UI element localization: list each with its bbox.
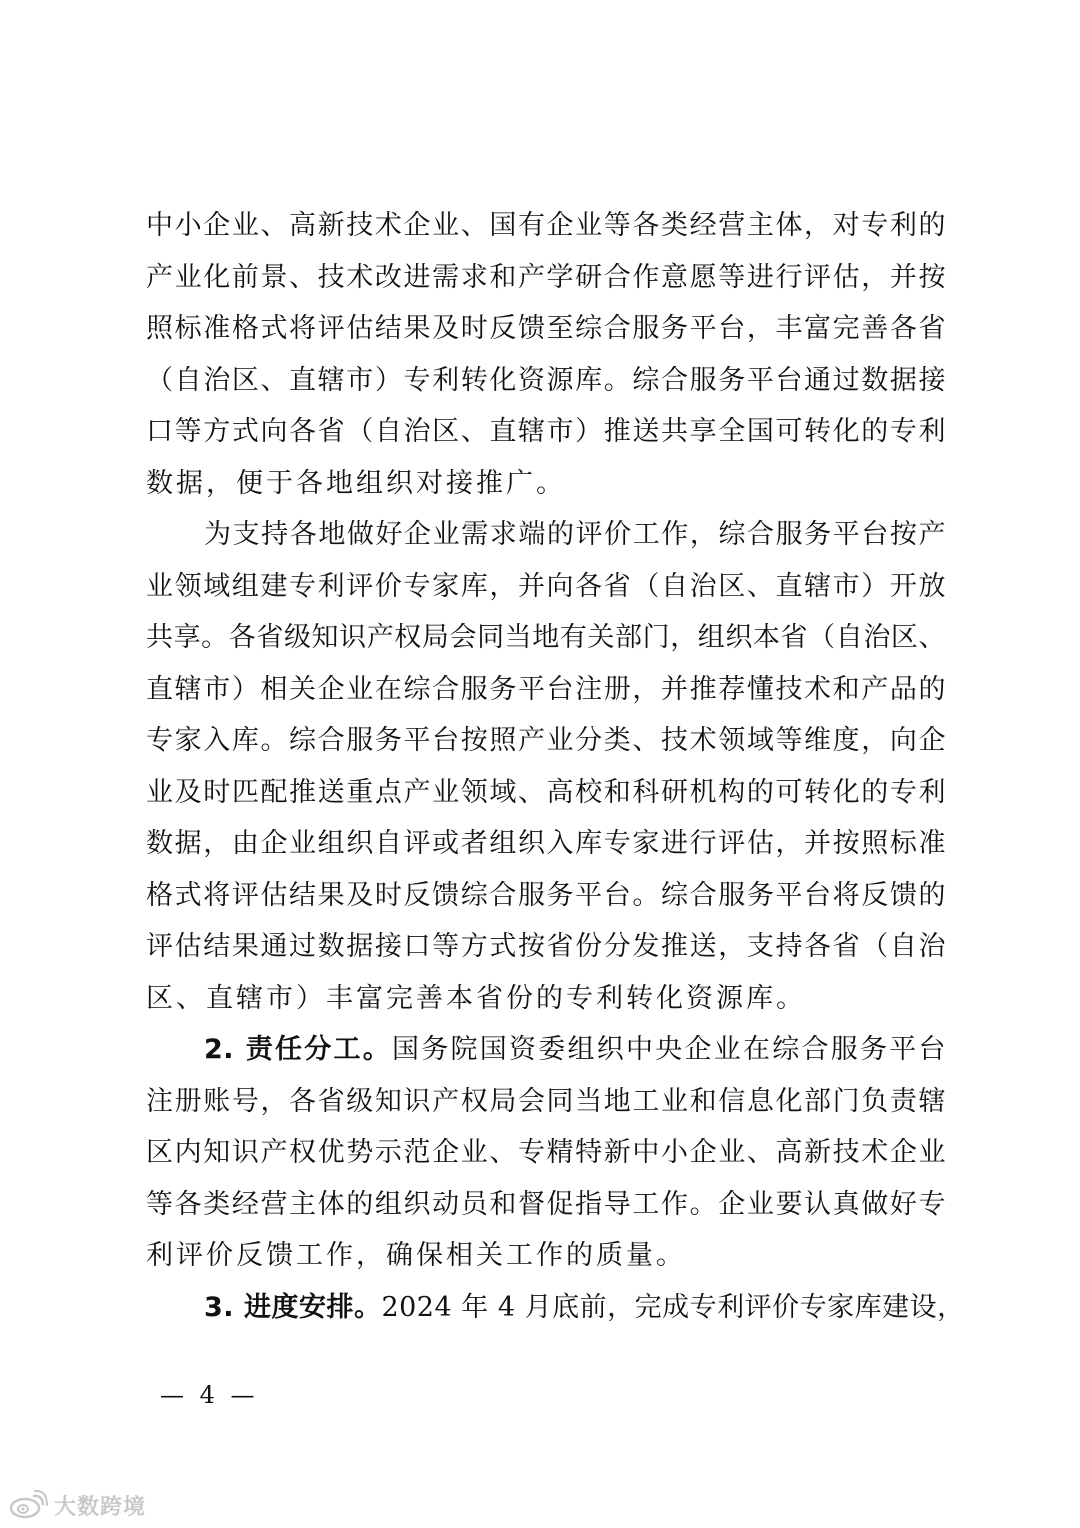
watermark xyxy=(8,1488,146,1522)
text-line: 格式将评估结果及时反馈综合服务平台。综合服务平台将反馈的 xyxy=(146,879,946,911)
text-line: 注册账号，各省级知识产权局会同当地工业和信息化部门负责辖 xyxy=(146,1085,946,1117)
section-3-first-line xyxy=(146,1282,965,1334)
text-line: 数据，由企业组织自评或者组织入库专家进行评估，并按照标准 xyxy=(146,828,946,859)
section-2-heading: 2. 责任分工。 xyxy=(204,1034,392,1065)
text-line: 共享。各省级知识产权局会同当地有关部门，组织本省（自治区、 xyxy=(146,622,946,653)
text-line: 直辖市）相关企业在综合服务平台注册，并推荐懂技术和产品的 xyxy=(146,673,946,705)
document-body xyxy=(146,200,965,1333)
text-line: （自治区、直辖市）专利转化资源库。综合服务平台通过数据接 xyxy=(146,364,946,396)
text-line: 业领域组建专利评价专家库，并向各省（自治区、直辖市）开放 xyxy=(146,570,946,602)
text-line: 利评价反馈工作，确保相关工作的质量。 xyxy=(146,1240,686,1271)
text-line: 口等方式向各省（自治区、直辖市）推送共享全国可转化的专利 xyxy=(146,416,946,447)
text-line: 区、直辖市）丰富完善本省份的专利转化资源库。 xyxy=(146,982,806,1014)
text-line: 评估结果通过数据接口等方式按省份分发推送，支持各省（自治 xyxy=(146,931,946,962)
text-line: 区内知识产权优势示范企业、专精特新中小企业、高新技术企业 xyxy=(146,1137,946,1168)
section-3-heading: 3. 进度安排。 xyxy=(204,1291,382,1323)
page-number: — 4 — xyxy=(160,1381,259,1409)
text-line: 产业化前景、技术改进需求和产学研合作意愿等进行评估，并按 xyxy=(146,261,946,293)
watermark-text: 大数跨境 xyxy=(54,1494,147,1520)
text-line: 中小企业、高新技术企业、国有企业等各类经营主体，对专利的 xyxy=(146,210,946,241)
text-line: 专家入库。综合服务平台按照产业分类、技术领域等维度，向企 xyxy=(146,725,946,756)
text-line: 业及时匹配推送重点产业领域、高校和科研机构的可转化的专利 xyxy=(146,776,946,808)
text-line: 等各类经营主体的组织动员和督促指导工作。企业要认真做好专 xyxy=(146,1188,946,1220)
text-line: 照标准格式将评估结果及时反馈至综合服务平台，丰富完善各省 xyxy=(146,313,946,344)
section-2-first-line xyxy=(146,1024,946,1076)
section-2-text: 国务院国资委组织中央企业在综合服务平台 xyxy=(391,1034,947,1065)
section-3-text: 2024 年 4 月底前，完成专利评价专家库建设， xyxy=(381,1291,965,1323)
text-line: 为支持各地做好企业需求端的评价工作，综合服务平台按产 xyxy=(204,519,946,550)
text-line: 数据，便于各地组织对接推广。 xyxy=(146,467,566,499)
weibo-icon xyxy=(8,1490,48,1520)
